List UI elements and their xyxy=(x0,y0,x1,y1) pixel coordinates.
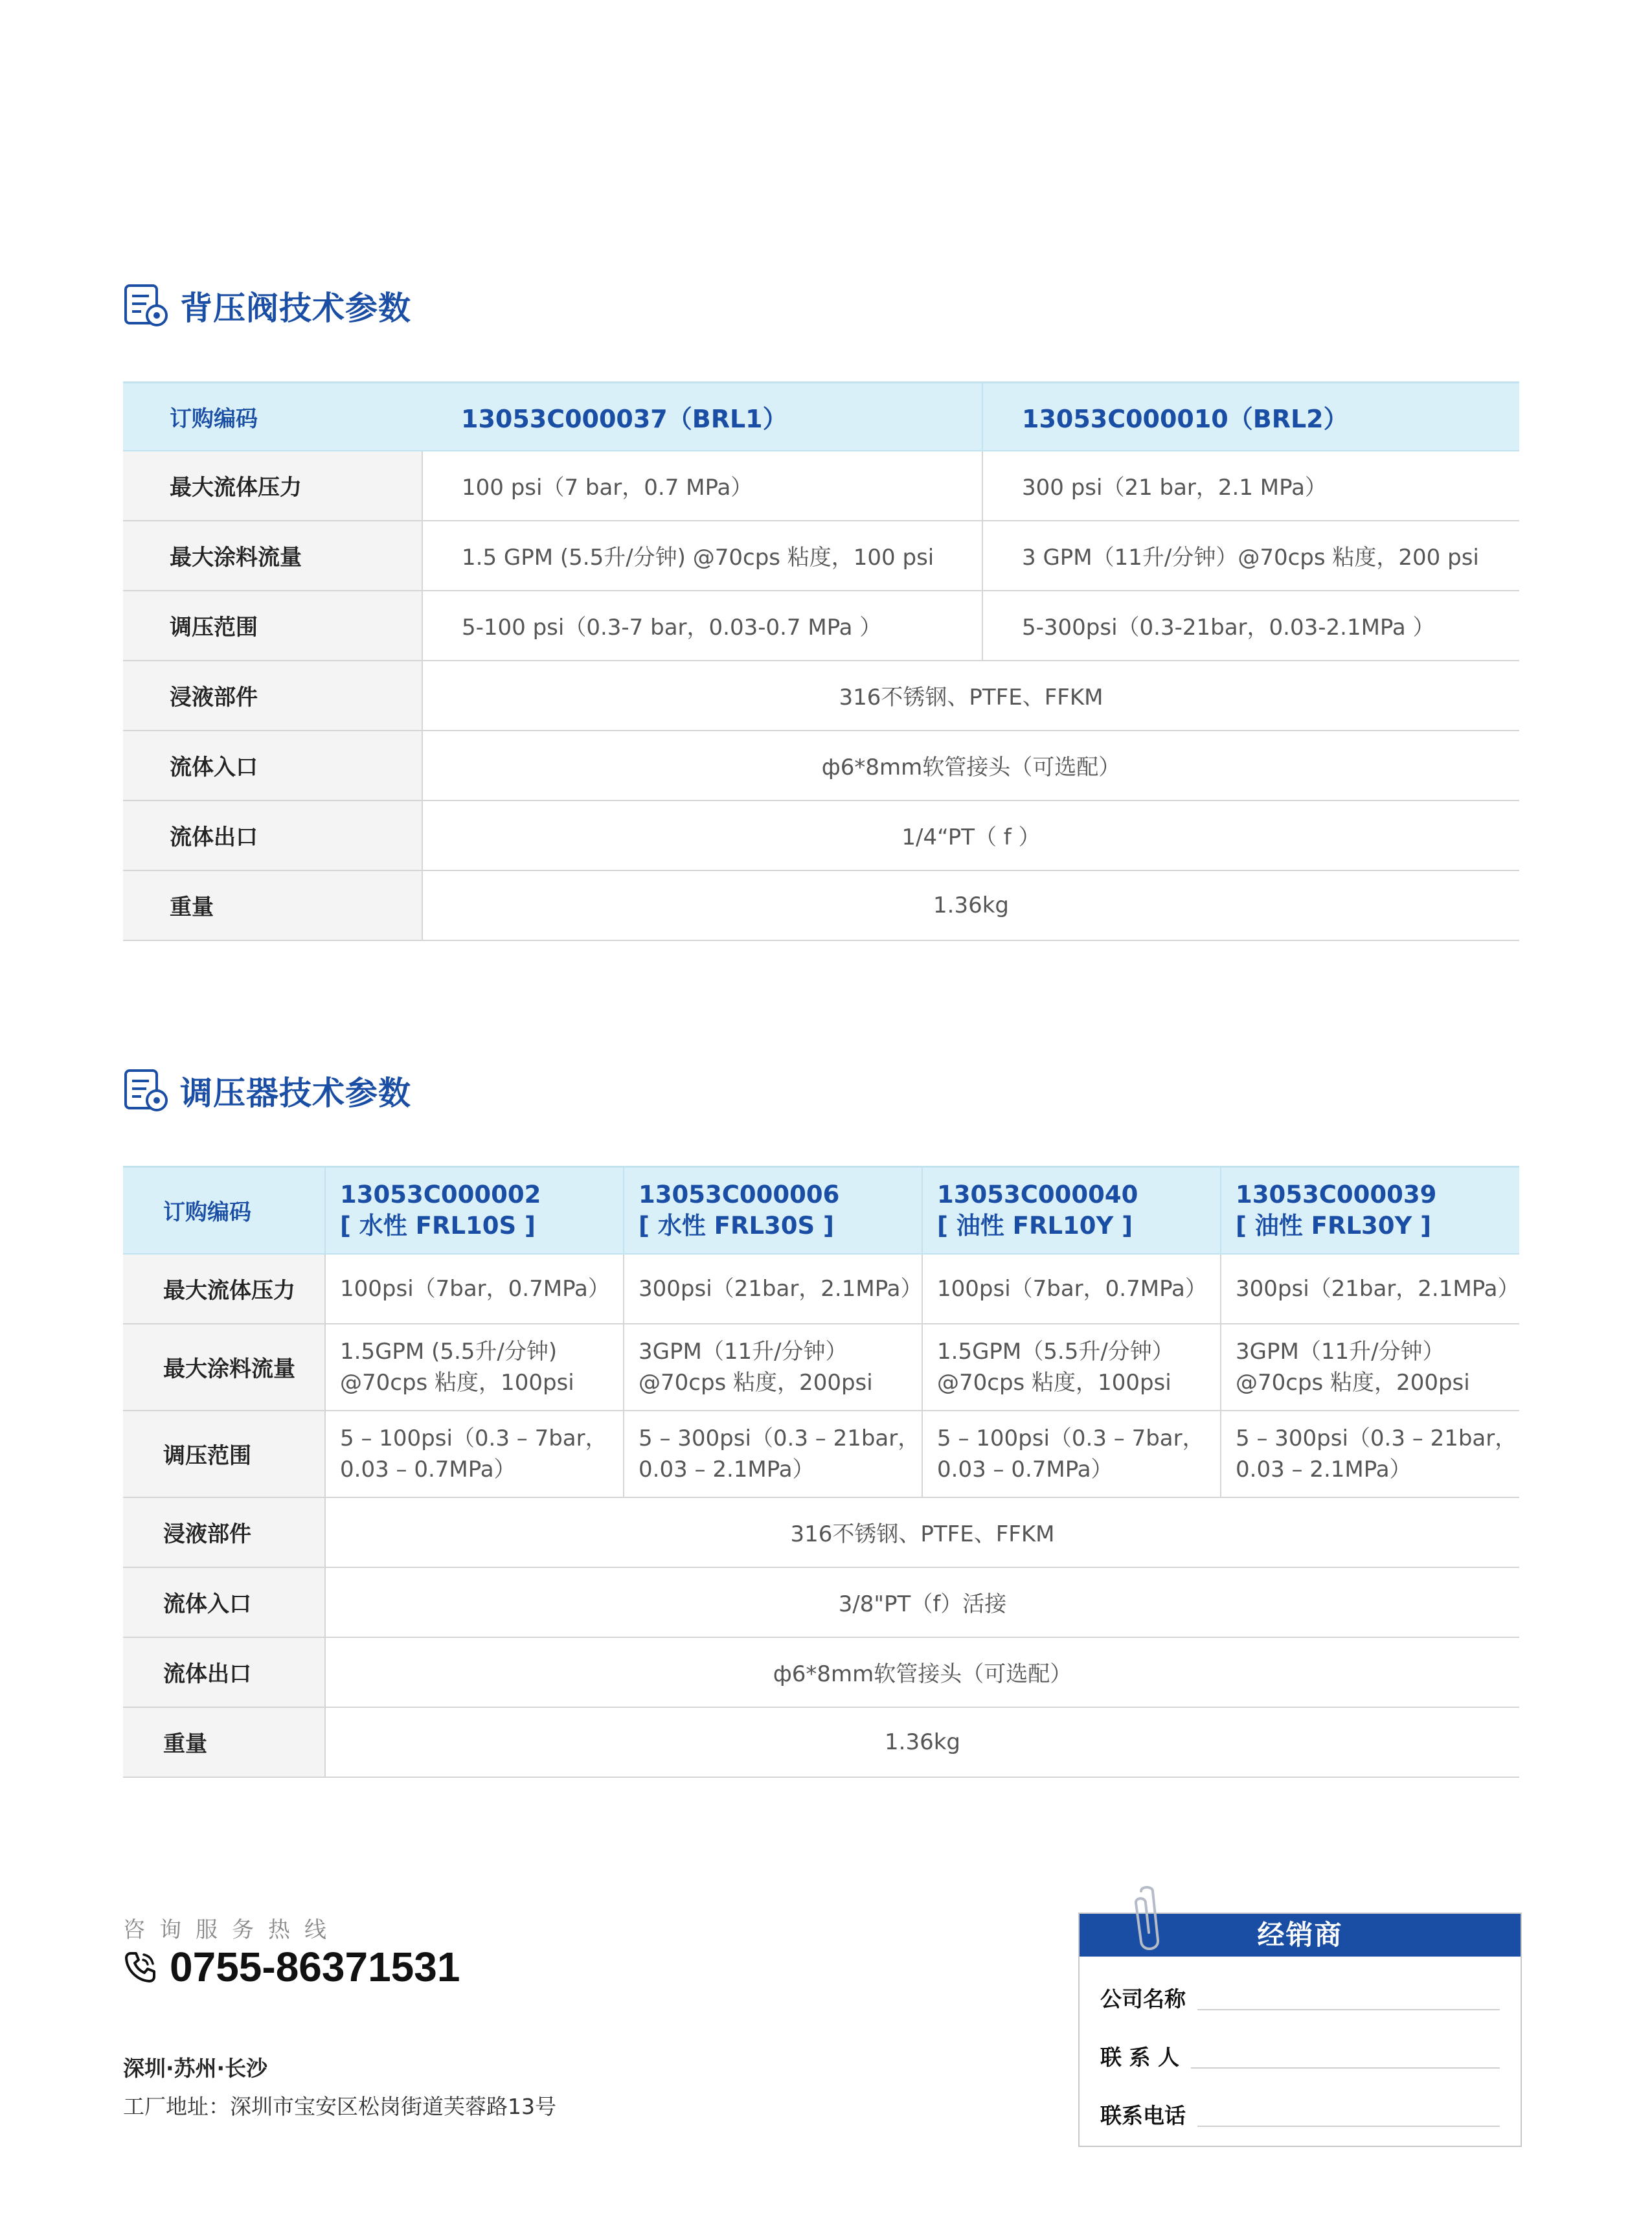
cell-span: 1/4“PT（ f ） xyxy=(422,801,1519,870)
section1-title-text: 背压阀技术参数 xyxy=(180,290,411,327)
cell-line: 5 – 300psi（0.3 – 21bar， xyxy=(1236,1425,1517,1451)
cell-line: @70cps 粘度，200psi xyxy=(639,1369,873,1396)
cell xyxy=(1221,1324,1519,1411)
header-col-1: 13053C000037（BRL1） xyxy=(422,383,982,451)
table-row xyxy=(123,661,1519,731)
header-col-4 xyxy=(1221,1167,1519,1254)
cell xyxy=(624,1411,922,1497)
header-model: [ 油性 FRL30Y ] xyxy=(1236,1211,1432,1240)
header-col-2: 13053C000010（BRL2） xyxy=(982,383,1519,451)
regulator-spec-table xyxy=(123,1166,1519,1778)
cell-line: @70cps 粘度，200psi xyxy=(1236,1369,1470,1396)
cell: 300psi（21bar，2.1MPa） xyxy=(624,1254,922,1324)
cell-line: 3GPM（11升/分钟） xyxy=(639,1338,848,1365)
header-label: 订购编码 xyxy=(123,383,422,451)
table-row xyxy=(123,451,1519,521)
header-model: [ 油性 FRL10Y ] xyxy=(937,1211,1133,1240)
table-row xyxy=(123,1497,1519,1567)
cell-line: 0.03 – 0.7MPa） xyxy=(937,1456,1113,1482)
hotline xyxy=(123,1943,460,1991)
cell-span: 316不锈钢、PTFE、FFKM xyxy=(422,661,1519,731)
table-row xyxy=(123,521,1519,591)
header-col-3 xyxy=(922,1167,1221,1254)
cell: 5-300psi（0.3-21bar，0.03-2.1MPa ） xyxy=(982,591,1519,661)
cell-span: ф6*8mm软管接头（可选配） xyxy=(325,1637,1519,1707)
cell xyxy=(325,1411,624,1497)
cell-line: 1.5GPM (5.5升/分钟) xyxy=(340,1338,558,1365)
dealer-field-label: 公司名称 xyxy=(1100,1986,1186,2012)
row-label: 调压范围 xyxy=(123,591,422,661)
cell-span: 1.36kg xyxy=(422,870,1519,940)
paperclip-icon xyxy=(1127,1883,1172,1961)
row-label: 流体入口 xyxy=(123,731,422,801)
cell-span: 316不锈钢、PTFE、FFKM xyxy=(325,1497,1519,1567)
section1-title xyxy=(123,282,411,330)
row-label: 流体出口 xyxy=(123,801,422,870)
dealer-field-line xyxy=(1197,2126,1500,2127)
table-row xyxy=(123,731,1519,801)
cell: 100psi（7bar，0.7MPa） xyxy=(325,1254,624,1324)
cell-line: 0.03 – 0.7MPa） xyxy=(340,1456,516,1482)
cell xyxy=(922,1411,1221,1497)
row-label: 调压范围 xyxy=(123,1411,325,1497)
cell-line: 5 – 100psi（0.3 – 7bar， xyxy=(340,1425,607,1451)
phone-icon xyxy=(123,1949,158,1984)
hotline-number[interactable]: 0755-86371531 xyxy=(170,1944,460,1990)
dealer-field-contact xyxy=(1100,2041,1500,2071)
row-label: 浸液部件 xyxy=(123,661,422,731)
table-row xyxy=(123,1637,1519,1707)
header-model: [ 水性 FRL10S ] xyxy=(340,1211,536,1240)
header-code: 13053C000006 xyxy=(639,1180,840,1209)
row-label: 最大涂料流量 xyxy=(123,1324,325,1411)
cell: 5-100 psi（0.3-7 bar，0.03-0.7 MPa ） xyxy=(422,591,982,661)
cell: 100 psi（7 bar，0.7 MPa） xyxy=(422,451,982,521)
cell-line: 5 – 300psi（0.3 – 21bar， xyxy=(639,1425,920,1451)
document-gear-icon xyxy=(123,1067,171,1115)
dealer-field-company xyxy=(1100,1982,1500,2013)
cities: 深圳·苏州·长沙 xyxy=(123,2056,268,2081)
cell: 100psi（7bar，0.7MPa） xyxy=(922,1254,1221,1324)
dealer-field-label: 联 系 人 xyxy=(1100,2045,1179,2070)
cell: 300 psi（21 bar，2.1 MPa） xyxy=(982,451,1519,521)
cell: 300psi（21bar，2.1MPa） xyxy=(1221,1254,1519,1324)
dealer-field-line xyxy=(1197,2009,1500,2010)
header-code: 13053C000040 xyxy=(937,1180,1138,1209)
cell xyxy=(325,1324,624,1411)
dealer-field-label: 联系电话 xyxy=(1100,2103,1186,2128)
table-row xyxy=(123,1411,1519,1497)
dealer-field-line xyxy=(1191,2067,1500,2069)
table-header-row xyxy=(123,383,1519,451)
cell-line: 3GPM（11升/分钟） xyxy=(1236,1338,1445,1365)
factory-address: 工厂地址：深圳市宝安区松岗街道芙蓉路13号 xyxy=(123,2094,556,2119)
row-label: 重量 xyxy=(123,1707,325,1777)
row-label: 重量 xyxy=(123,870,422,940)
cell: 3 GPM（11升/分钟）@70cps 粘度，200 psi xyxy=(982,521,1519,591)
cell-span: 1.36kg xyxy=(325,1707,1519,1777)
row-label: 最大涂料流量 xyxy=(123,521,422,591)
row-label: 流体出口 xyxy=(123,1637,325,1707)
row-label: 浸液部件 xyxy=(123,1497,325,1567)
cell-line: 0.03 – 2.1MPa） xyxy=(1236,1456,1412,1482)
header-code: 13053C000039 xyxy=(1236,1180,1437,1209)
table-row xyxy=(123,1254,1519,1324)
table-row xyxy=(123,801,1519,870)
table-header-row xyxy=(123,1167,1519,1254)
backpressure-spec-table xyxy=(123,381,1519,941)
header-col-1 xyxy=(325,1167,624,1254)
hotline-label: 咨询服务热线 xyxy=(123,1917,341,1943)
cell-line: 1.5GPM（5.5升/分钟） xyxy=(937,1338,1174,1365)
cell-line: @70cps 粘度，100psi xyxy=(340,1369,574,1396)
row-label: 最大流体压力 xyxy=(123,1254,325,1324)
cell xyxy=(1221,1411,1519,1497)
section2-title xyxy=(123,1067,411,1115)
dealer-title: 经销商 xyxy=(1080,1914,1521,1957)
cell xyxy=(624,1324,922,1411)
section2-title-text: 调压器技术参数 xyxy=(180,1074,411,1112)
dealer-field-phone xyxy=(1100,2099,1500,2129)
header-col-2 xyxy=(624,1167,922,1254)
table-row xyxy=(123,870,1519,940)
header-label: 订购编码 xyxy=(123,1167,325,1254)
cell-span: 3/8"PT（f）活接 xyxy=(325,1567,1519,1637)
table-row xyxy=(123,1707,1519,1777)
cell-span: ф6*8mm软管接头（可选配） xyxy=(422,731,1519,801)
cell-line: 5 – 100psi（0.3 – 7bar， xyxy=(937,1425,1205,1451)
row-label: 流体入口 xyxy=(123,1567,325,1637)
cell-line: 0.03 – 2.1MPa） xyxy=(639,1456,815,1482)
table-row xyxy=(123,1324,1519,1411)
table-row xyxy=(123,591,1519,661)
document-gear-icon xyxy=(123,282,171,330)
cell: 1.5 GPM (5.5升/分钟) @70cps 粘度，100 psi xyxy=(422,521,982,591)
header-model: [ 水性 FRL30S ] xyxy=(639,1211,834,1240)
cell-line: @70cps 粘度，100psi xyxy=(937,1369,1171,1396)
cell xyxy=(922,1324,1221,1411)
row-label: 最大流体压力 xyxy=(123,451,422,521)
header-code: 13053C000002 xyxy=(340,1180,541,1209)
table-row xyxy=(123,1567,1519,1637)
